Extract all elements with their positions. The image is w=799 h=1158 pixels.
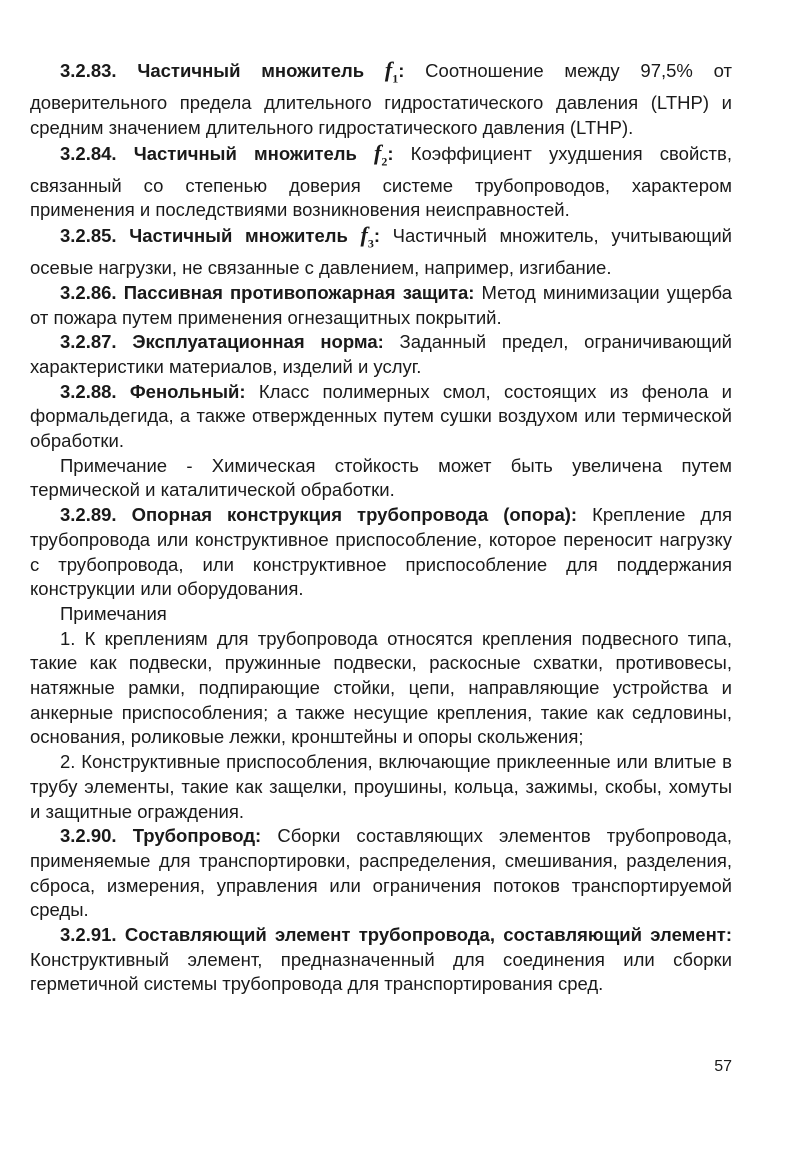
entry-definition: Коэффициент ухудшения свойств, связанный со степенью доверия системе трубопроводов, характером применения и последствиями возникновения неисправностей. (30, 142, 732, 221)
entry-term: Частичный множитель (133, 142, 357, 164)
entry-definition: Заданный предел, ограничивающий характеристики материалов, изделий и услуг. (30, 331, 732, 377)
entry-3-2-84: 3.2.84. Частичный множитель $f_2$: Коэффициент ухудшения свойств, связанный со степенью доверия системе трубопроводов, характером применения и последствиями возникновения неисправностей. (30, 139, 732, 221)
note-paragraph: Примечание - Химическая стойкость может быть увеличена путем термической и каталитической обработки. (30, 454, 732, 501)
formula-f3: $f_3$ (360, 222, 374, 251)
entry-number: 3.2.85. (60, 225, 117, 246)
entry-term: Трубопровод: (132, 825, 262, 847)
entry-definition: Класс полимерных смол, состоящих из фенола и формальдегида, а также отвержденных путем сушки воздухом или термической обработки. (30, 380, 732, 452)
note-item-1: 1. К креплениям для трубопровода относятся крепления подвесного типа, такие как подвески, пружинные подвески, раскосные схватки, противовесы, натяжные рамки, подпирающие стойки, цепи, направляющие устройства и анкерные приспособления; а также несущие крепления, такие как седловины, основания, роликовые лежки, кронштейны и опоры скольжения; (30, 627, 732, 748)
entry-number: 3.2.91. (60, 924, 117, 946)
entry-term: Составляющий элемент трубопровода, составляющий элемент: (124, 924, 732, 946)
note-item-2: 2. Конструктивные приспособления, включающие приклеенные или влитые в трубу элементы, такие как защелки, проушины, кольца, зажимы, скобы, хомуты и защитные ограждения. (30, 751, 732, 822)
entry-3-2-83: 3.2.83. Частичный множитель $f_1$: Соотношение между 97,5% от доверительного предела длительного гидростатического давления (LTHP) и средним значением длительного гидростатического давления (LTHP). (30, 57, 732, 138)
entry-definition: Соотношение между 97,5% от доверительного предела длительного гидростатического давления (LTHP) и средним значением длительного гидростатического давления (LTHP). (30, 60, 732, 138)
entry-term: Эксплуатационная норма: (132, 331, 384, 353)
entry-term: Фенольный: (129, 380, 246, 402)
page-number: 57 (714, 1058, 732, 1075)
entry-3-2-86 (30, 281, 732, 330)
entry-number: 3.2.89. (60, 504, 117, 526)
entry-number: 3.2.87. (60, 331, 117, 353)
entry-definition: Крепление для трубопровода или конструктивное приспособление, которое переносит нагрузку с трубопровода, или конструктивное приспособление для поддержания конструкции или оборудования. (30, 504, 733, 600)
entry-number: 3.2.83. (60, 60, 117, 81)
entry-term: Частичный множитель (137, 60, 365, 81)
entry-3-2-90 (30, 824, 732, 923)
entry-3-2-88 (30, 380, 732, 454)
entry-definition: Частичный множитель, учитывающий осевые нагрузки, не связанные с давлением, например, изгибание. (30, 225, 733, 279)
entry-3-2-91 (30, 923, 732, 997)
notes-heading: Примечания (60, 602, 167, 624)
entry-definition: Метод минимизации ущерба от пожара путем применения огнезащитных покрытий. (30, 281, 733, 328)
formula-f1: $f_1$ (384, 57, 399, 86)
document-body (30, 58, 732, 997)
formula-f2: $f_2$ (374, 139, 388, 168)
entry-3-2-89 (30, 503, 732, 602)
entry-term: Опорная конструкция трубопровода (опора): (131, 504, 578, 526)
entry-number: 3.2.84. (60, 142, 117, 164)
entry-3-2-85: 3.2.85. Частичный множитель $f_3$: Частичный множитель, учитывающий осевые нагрузки, не связанные с давлением, например, изгибание. (30, 222, 733, 279)
entry-number: 3.2.90. (60, 825, 117, 847)
entry-definition: Сборки составляющих элементов трубопровода, применяемые для транспортировки, распределения, смешивания, разделения, сброса, измерения, управления или ограничения потоков транспортируемой среды. (30, 825, 732, 921)
entry-term: Частичный множитель (129, 225, 348, 246)
entry-number: 3.2.86. (60, 281, 117, 303)
entry-3-2-87 (30, 330, 732, 379)
entry-number: 3.2.88. (60, 380, 117, 402)
entry-term: Пассивная противопожарная защита: (123, 281, 475, 303)
entry-definition: Конструктивный элемент, предназначенный для соединения или сборки герметичной системы трубопровода для транспортирования сред. (30, 948, 732, 995)
